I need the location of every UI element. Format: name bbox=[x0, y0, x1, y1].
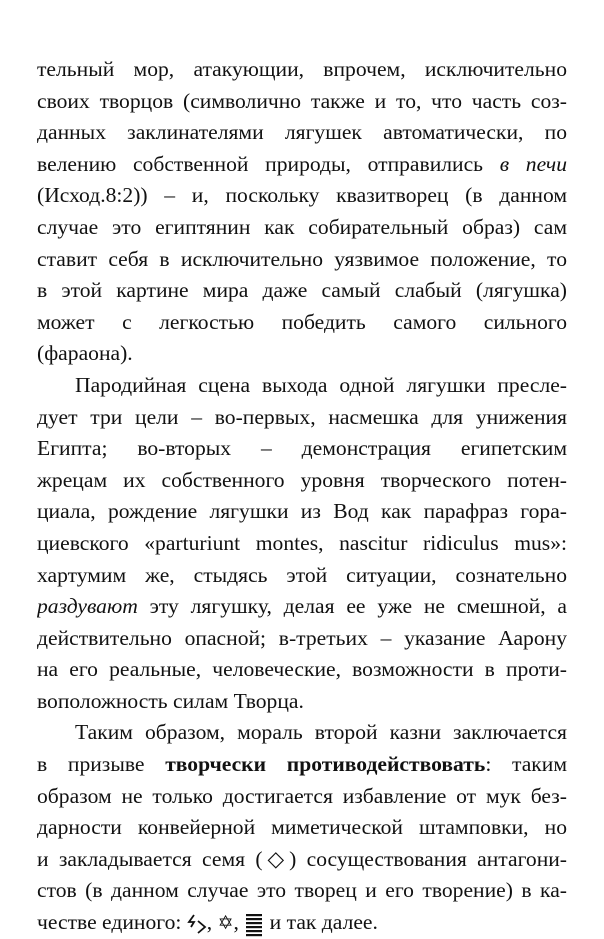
text-line: дарности конвейерной миметической штамповки, но bbox=[37, 815, 567, 840]
text-fragment: , bbox=[206, 910, 218, 935]
text-line: Пародийная сцена выхода одной лягушки пресле- bbox=[75, 372, 567, 397]
text-fragment: честве единого: bbox=[37, 910, 187, 935]
text-line: стов (в данном случае это творец и его творение) в ка- bbox=[37, 878, 567, 903]
text-line: Египта; во-вторых – демонстрация египетским bbox=[37, 436, 567, 461]
text-line bbox=[37, 749, 567, 781]
trigram-symbol-icon bbox=[244, 913, 264, 935]
text-fragment: и так далее. bbox=[264, 910, 378, 935]
text-line: может с легкостью победить самого сильного bbox=[37, 309, 567, 334]
yin-yang-symbol-icon bbox=[187, 913, 207, 935]
text-line: воположность силам Творца. bbox=[37, 688, 304, 713]
paragraph-3 bbox=[37, 717, 567, 938]
paragraph-1 bbox=[37, 54, 567, 370]
text-line: дует три цели – во-первых, насмешка для унижения bbox=[37, 404, 567, 429]
text-line bbox=[37, 149, 567, 181]
star-of-david-symbol: ✡ bbox=[217, 913, 234, 935]
text-line: циала, рождение лягушки из Вод как парафраз гора- bbox=[37, 499, 567, 524]
text-fragment: велению собственной природы, отправились bbox=[37, 151, 500, 176]
text-line: циевского «parturiunt montes, nascitur ridiculus mus»: bbox=[37, 530, 567, 555]
text-line: (Исход.8:2)) – и, поскольку квазитворец (в данном bbox=[37, 183, 567, 208]
text-fragment: , bbox=[233, 910, 245, 935]
text-fragment: ) сосуществования антагони- bbox=[289, 846, 567, 871]
text-line bbox=[37, 591, 567, 623]
text-fragment: в призыве bbox=[37, 752, 166, 777]
text-line: в этой картине мира даже самый слабый (лягушка) bbox=[37, 278, 567, 303]
text-line: жрецам их собственного уровня творческого потен- bbox=[37, 467, 567, 492]
bold-emphasis: творчески противодействовать bbox=[165, 752, 486, 777]
text-line: тельный мор, атакующии, впрочем, исключительно bbox=[37, 57, 567, 81]
italic-emphasis: в печи bbox=[499, 151, 567, 176]
text-fragment: и закладывается семя ( bbox=[37, 846, 263, 871]
text-line: своих творцов (символично также и то, что часть соз- bbox=[37, 88, 567, 113]
text-line: образом не только достигается избавление от мук без- bbox=[37, 783, 567, 808]
text-line bbox=[37, 844, 567, 876]
text-line: на его реальные, человеческие, возможности в проти- bbox=[37, 657, 567, 682]
paragraph-2 bbox=[37, 370, 567, 718]
text-line: хартумим же, стыдясь этой ситуации, сознательно bbox=[37, 562, 567, 587]
text-line: (фараона). bbox=[37, 341, 133, 366]
text-line: Таким образом, мораль второй казни заключается bbox=[75, 720, 567, 745]
text-line: ставит себя в исключительно уязвимое положение, то bbox=[37, 246, 567, 271]
text-line: данных заклинателями лягушек автоматически, по bbox=[37, 120, 567, 145]
text-line bbox=[37, 907, 567, 939]
text-fragment: : таким bbox=[485, 752, 567, 777]
italic-emphasis: раздувают bbox=[37, 594, 138, 619]
text-fragment: эту лягушку, делая ее уже не смешной, а bbox=[137, 594, 567, 619]
text-line: действительно опасной; в-третьих – указание Аарону bbox=[37, 625, 567, 650]
diamond-symbol: ◇ bbox=[262, 846, 290, 871]
text-line: случае это египтянин как собирательный образ) сам bbox=[37, 214, 567, 239]
